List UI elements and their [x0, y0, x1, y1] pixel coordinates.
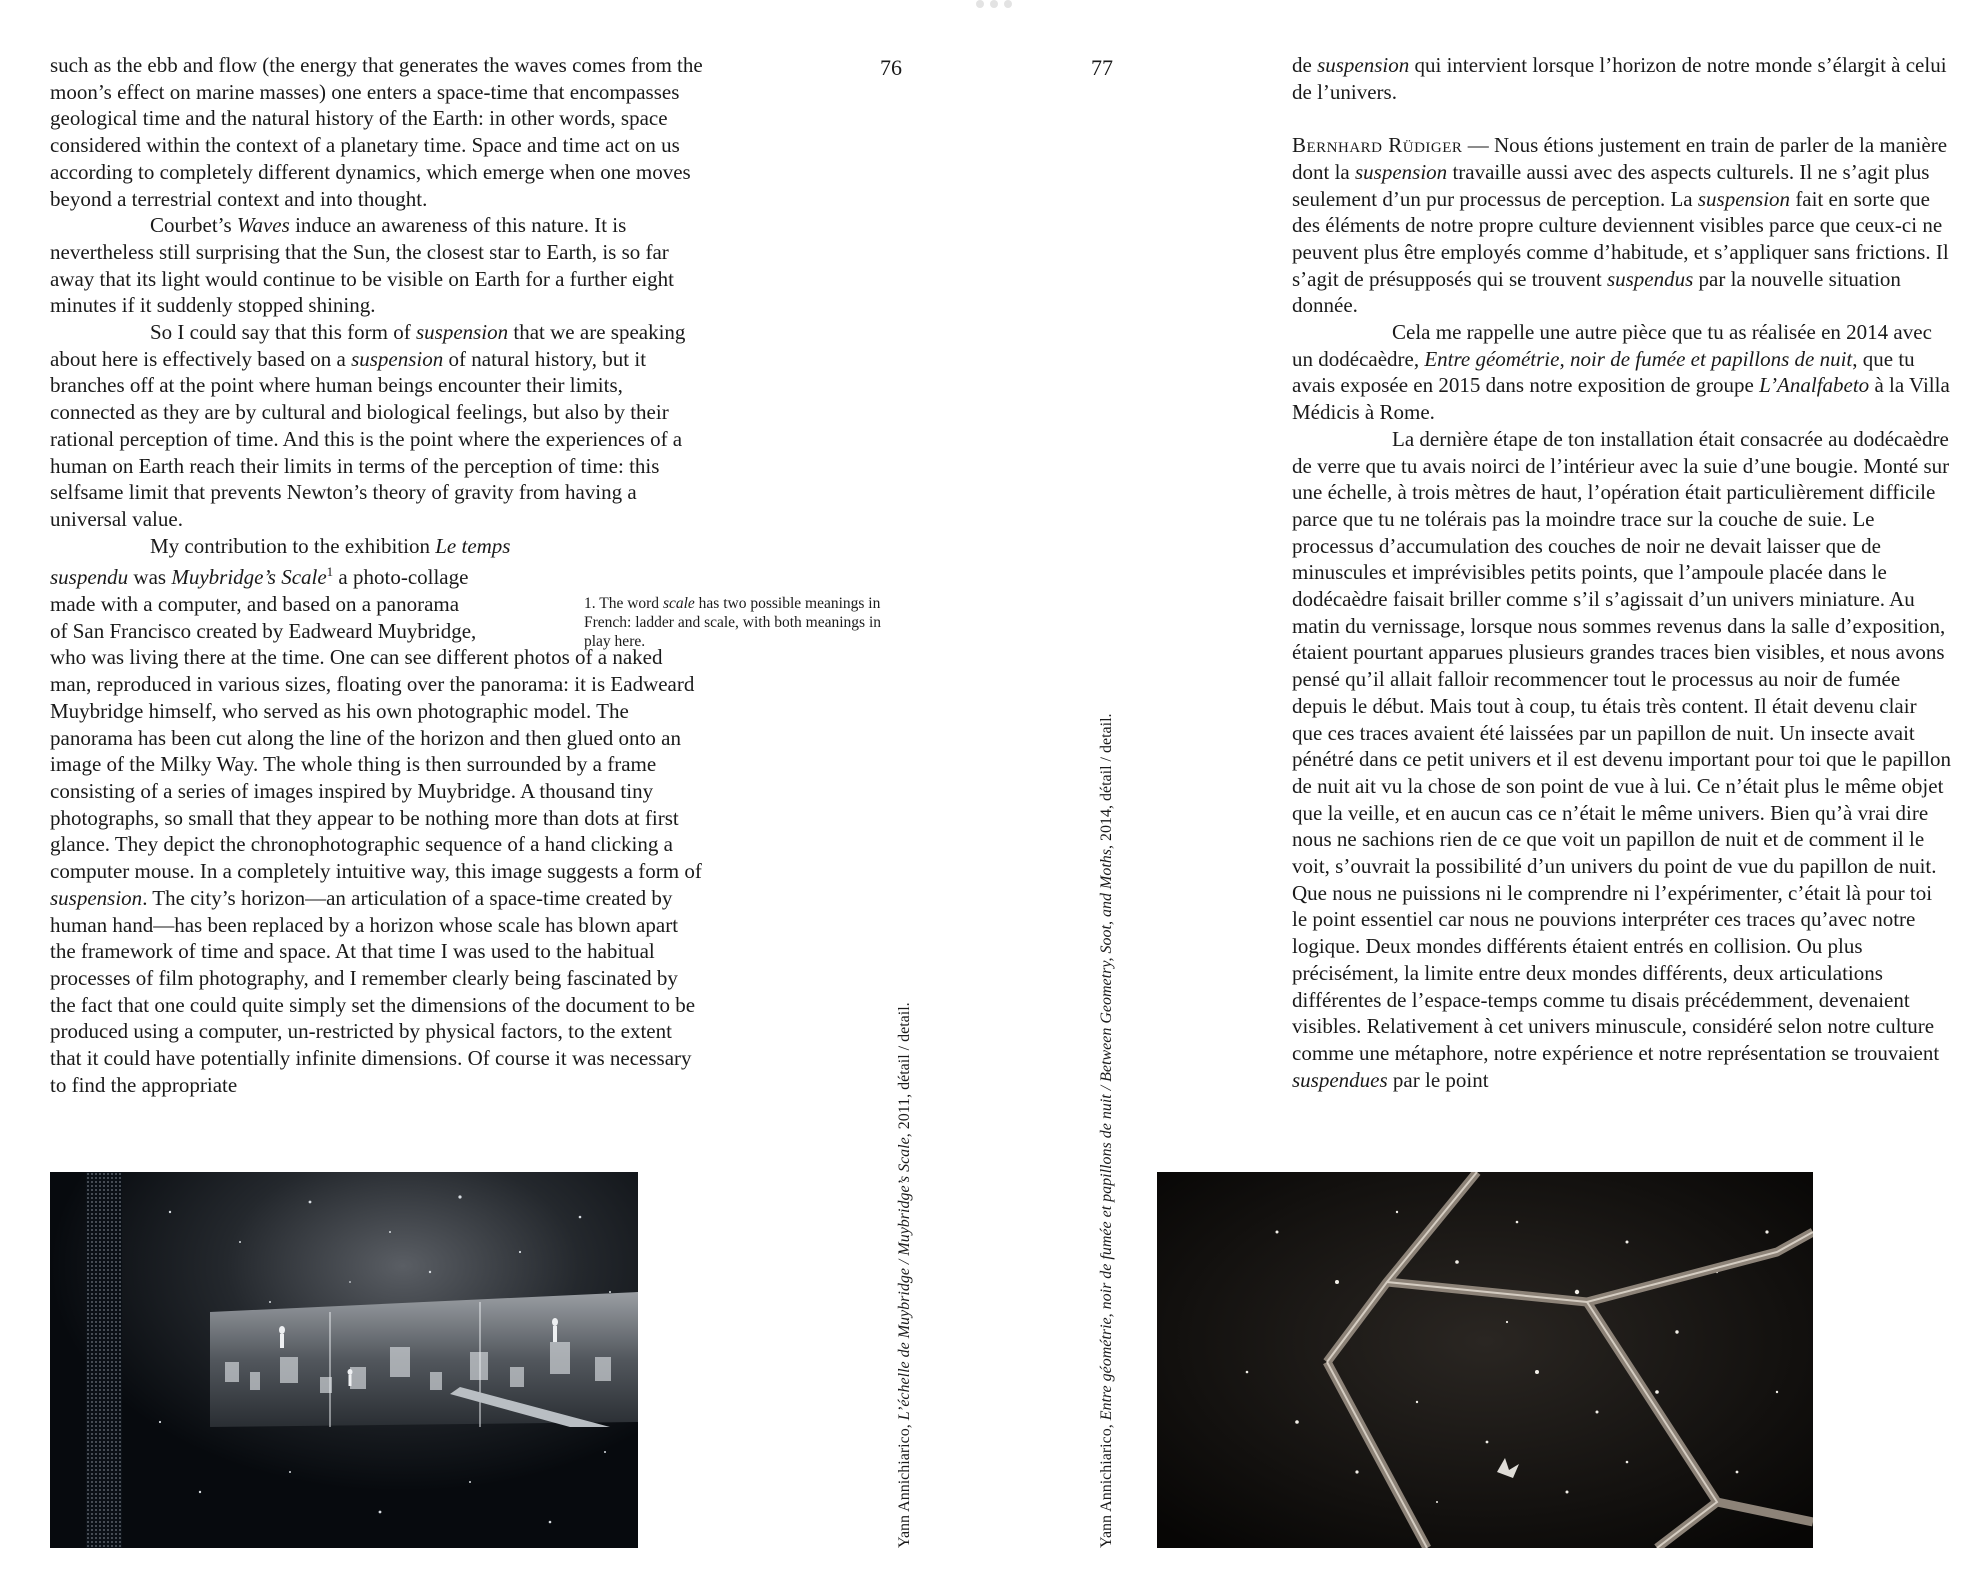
footnote: 1. The word scale has two possible meanings in French: ladder and scale, with both meanings in play here. — [584, 595, 882, 650]
left-page-body — [50, 52, 706, 1098]
footnote-ref[interactable]: 1 — [326, 564, 334, 580]
paragraph: Bernhard Rüdiger — Nous étions justement en train de parler de la manière dont la suspension travaille aussi avec des aspects culturels. Il ne s’agit plus seulement d’un pur processus de perception. La suspension fait en sorte que des éléments de notre propre culture deviennent visibles parce que ceux-ci ne peuvent plus être employés comme d’habitude, et s’appliquer sans frictions. Il s’agit de présupposés qui se trouvent suspendus par la nouvelle situation donnée. — [1292, 133, 1949, 318]
paragraph: Cela me rappelle une autre pièce que tu as réalisée en 2014 avec un dodécaèdre, Entre géométrie, noir de fumée et papillons de nuit, que tu avais exposée en 2015 dans notre exposition de groupe L’Analfabeto à la Villa Médicis à Rome. — [1292, 320, 1950, 425]
photo-dodecahedron — [1157, 1172, 1813, 1548]
right-page-body — [1292, 52, 1952, 1093]
page-number-right: 77 — [1091, 55, 1113, 80]
paragraph: Courbet’s Waves induce an awareness of this nature. It is nevertheless still surprising that the Sun, the closest star to Earth, is so far away that its light would continue to be visible on Earth for a further eight minutes if it suddenly stopped shining. — [50, 213, 675, 318]
paragraph: My contribution to the exhibition Le temps suspendu was Muybridge’s Scale$^1$ a photo-collage made with a computer, and based on a panorama of San Francisco created by Eadweard Muybridge, who was living there at the time. One can see different photos of a naked man, reproduced in various sizes, floating over the panorama: it is Eadweard Muybridge himself, who served as his own photographic model. The panorama has been cut along the line of the horizon and then glued onto an image of the Milky Way. The whole thing is then surrounded by a frame consisting of a series of images inspired by Muybridge. A thousand tiny photographs, so small that they appear to be nothing more than dots at first glance. They depict the chronophotographic sequence of a hand clicking a computer mouse. In a completely intuitive way, this image suggests a form of suspension. The city’s horizon—an articulation of a space-time created by human hand—has been replaced by a horizon whose scale has blown apart the framework of time and space. At that time I was used to the habitual processes of film photography, and I remember clearly being fascinated by the fact that one could quite simply set the dimensions of the document to be produced using a computer, un-restricted by physical factors, to the extent that it could have potentially infinite dimensions. Of course it was necessary to find the appropriate — [50, 533, 702, 1097]
caption-right: Yann Annichiarico, Entre géométrie, noir de fumée et papillons de nuit / Between Geometry, Soot, and Moths, 2014, détail / detail. — [1098, 713, 1115, 1548]
speaker-name: Bernhard Rüdiger — [1292, 133, 1463, 158]
page-indicator-dots — [976, 0, 1012, 8]
paragraph: La dernière étape de ton installation était consacrée au dodécaèdre de verre que tu avais noirci de l’intérieur avec la suie d’une bougie. Monté sur une échelle, à trois mètres de haut, l’opération était particulièrement difficile parce que tu ne tolérais pas la moindre trace sur la couche de suie. Le processus d’accumulation des couches de noir ne devait laisser que de minuscules et imprévisibles petits points, que l’ampoule placée dans le dodécaèdre faisait briller comme s’il s’agissait d’un univers miniature. Au matin du vernissage, lorsque nous sommes revenus dans la salle d’exposition, étaient pourtant apparues plusieurs grandes traces bien visibles, et nous avons pensé qu’il allait falloir recommencer tout le processus au noir de fumée depuis le début. Mais tout à coup, tu étais très content. Il était devenu clair que ces traces avaient été laissées par un papillon de nuit. Un insecte avait pénétré dans ce petit univers et il est devenu important pour toi que le papillon de nuit ait vu la chose de son point de vue à lui. Ce n’était plus le même objet que la veille, et en aucun cas ce n’était le même univers. Bien qu’à vrai dire nous ne sachions rien de ce que voit un papillon de nuit et de comment il le voit, s’ouvrait la possibilité d’un univers du point de vue du papillon de nuit. Que nous ne puissions ni le comprendre ni l’expérimenter, c’était là pour toi le point essentiel car nous ne pouvions interpréter ces traces qu’avec notre logique. Deux mondes différents étaient entrés en collision. Ou plus précisément, la limite entre deux mondes différents, deux articulations différentes de l’espace-temps comme tu disais précédemment, devenaient visibles. Relativement à cet univers minuscule, considéré selon notre culture comme une métaphore, notre expérience et notre représentation se trouvaient suspendues par le point — [1292, 426, 1951, 1092]
dodecahedron-image — [1157, 1172, 1813, 1548]
page-number-left: 76 — [880, 55, 902, 80]
photo-muybridge-scale — [50, 1172, 638, 1548]
caption-left: Yann Annichiarico, L’échelle de Muybridge / Muybridge’s Scale, 2011, détail / detail. — [896, 1002, 913, 1548]
paragraph: such as the ebb and flow (the energy that generates the waves comes from the moon’s effect on marine masses) one enters a space-time that encompasses geological time and the natural history of the Earth: in other words, space considered within the context of a planetary time. Space and time act on us according to completely different dynamics, which emerge when one moves beyond a terrestrial context and into thought. — [50, 53, 703, 211]
paragraph: So I could say that this form of suspension that we are speaking about here is effectively based on a suspension of natural history, but it branches off at the point where human beings encounter their limits, connected as they are by cultural and biological feelings, but also by their rational perception of time. And this is the point where the experiences of a human on Earth reach their limits in terms of the perception of time: this selfsame limit that prevents Newton’s theory of gravity from having a universal value. — [50, 320, 686, 531]
paragraph: de suspension qui intervient lorsque l’horizon de notre monde s’élargit à celui de l’univers. — [1292, 53, 1947, 104]
photo-collage-image — [50, 1172, 638, 1548]
